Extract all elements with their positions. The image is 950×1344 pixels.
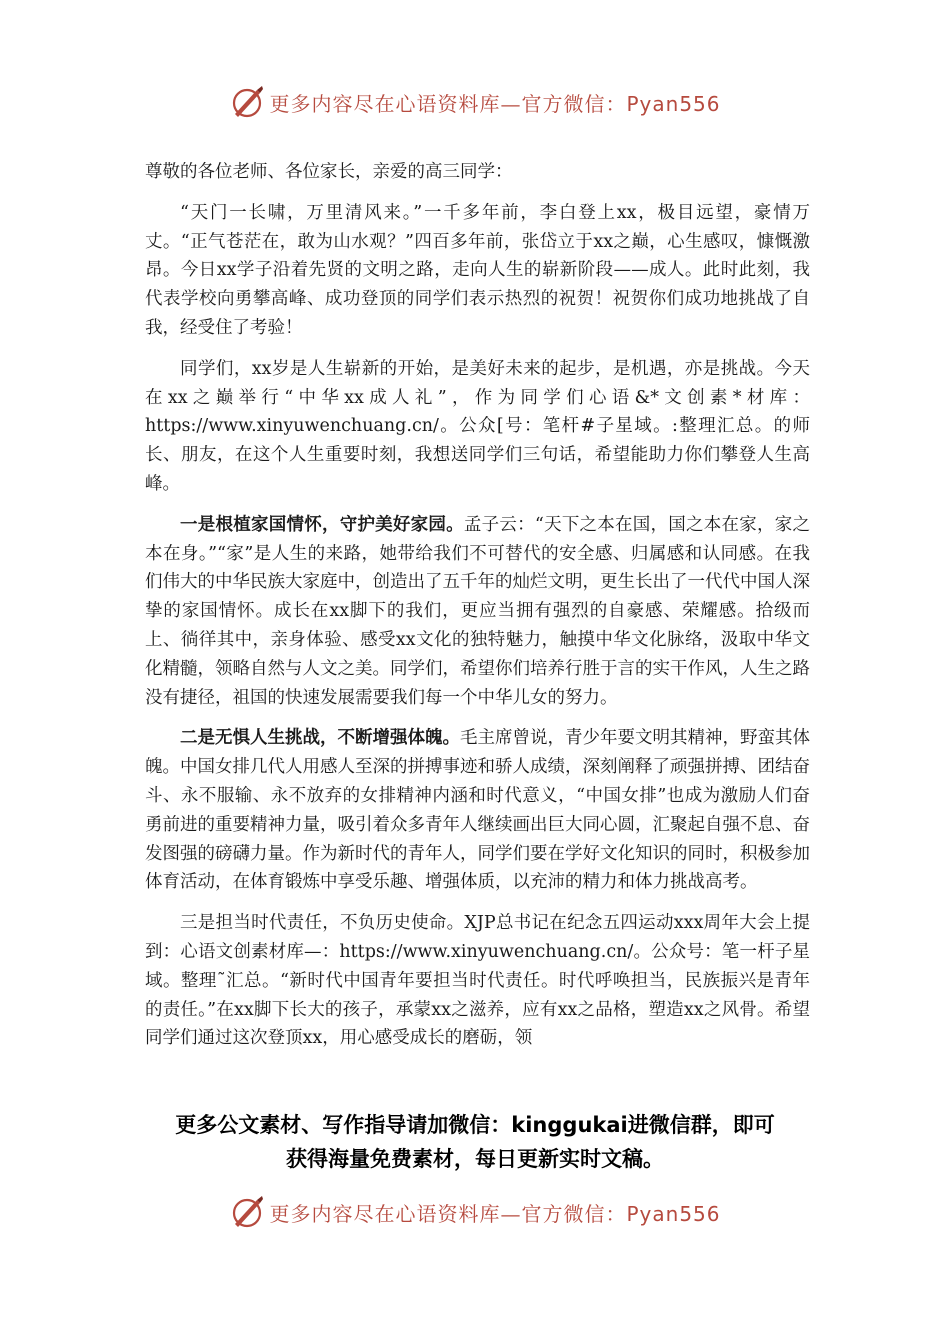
paragraph-1: “天门一长啸，万里清风来。”一千多年前，李白登上xx，极目远望，豪情万丈。“正气苍茫在，敢为山水观？”四百多年前，张岱立于xx之巅，心生感叹，慷慨激昂。今日xx学子沿着先贤的文明之路，走向人生的崭新阶段——成人。此时此刻，我代表学校向勇攀高峰、成功登顶的同学们表示热烈的祝贺！祝贺你们成功地挑战了自我，经受住了考验！ <box>145 202 810 338</box>
salutation: 尊敬的各位老师、各位家长，亲爱的高三同学： <box>145 162 513 182</box>
paragraph-3 <box>145 511 810 713</box>
header-banner <box>0 80 950 124</box>
pen-logo-icon <box>229 1194 265 1230</box>
banner-label: 更多内容尽在心语资料库—官方微信： <box>269 91 627 116</box>
banner-text <box>269 88 720 117</box>
promo-line-2: 获得海量免费素材，每日更新实时文稿。 <box>286 1147 664 1171</box>
pen-logo-icon <box>229 84 265 120</box>
promo-notice <box>100 1108 850 1176</box>
promo-line-1: 更多公文素材、写作指导请加微信：kinggukai进微信群，即可 <box>175 1113 775 1137</box>
banner-wechat-id: Pyan556 <box>626 91 721 116</box>
banner-label: 更多内容尽在心语资料库—官方微信： <box>269 1201 627 1226</box>
paragraph-2: 同学们，xx岁是人生崭新的开始，是美好未来的起步，是机遇，亦是挑战。今天在xx之巅举行“中华xx成人礼”，作为同学们心语&*文创素*材库：https://www.xinyuwenchuang.cn/。公众[号：笔杆#子星域。:整理汇总。的师长、朋友，在这个人生重要时刻，我想送同学们三句话，希望能助力你们攀登人生高峰。 <box>145 358 810 494</box>
paragraph-5: 三是担当时代责任，不负历史使命。XJP总书记在纪念五四运动xxx周年大会上提到：心语文创素材库—：https://www.xinyuwenchuang.cn/。公众号：笔一杆子星域。整理˜汇总。“新时代中国青年要担当时代责任。时代呼唤担当，民族振兴是青年的责任。”在xx脚下长大的孩子，承蒙xx之滋养，应有xx之品格，塑造xx之风骨。希望同学们通过这次登顶xx，用心感受成长的磨砺，领 <box>145 913 810 1049</box>
paragraph-4-text: 毛主席曾说，青少年要文明其精神，野蛮其体魄。中国女排几代人用感人至深的拼搏事迹和骄人成绩，深刻阐释了顽强拼搏、团结奋斗、永不服输、永不放弃的女排精神内涵和时代意义，“中国女排”也成为激励人们奋勇前进的重要精神力量，吸引着众多青年人继续画出巨大同心圆，汇聚起自强不息、奋发图强的磅礴力量。作为新时代的青年人，同学们要在学好文化知识的同时，积极参加体育活动，在体育锻炼中享受乐趣、增强体质，以充沛的精力和体力挑战高考。 <box>145 728 810 893</box>
paragraph-3-heading: 一是根植家国情怀，守护美好家园。 <box>180 514 464 535</box>
banner-text <box>269 1198 720 1227</box>
paragraph-4 <box>145 724 810 897</box>
banner-wechat-id: Pyan556 <box>626 1201 721 1226</box>
footer-banner <box>0 1190 950 1234</box>
paragraph-3-text: 孟子云：“天下之本在国，国之本在家，家之本在身。”“家”是人生的来路，她带给我们不可替代的安全感、归属感和认同感。在我们伟大的中华民族大家庭中，创造出了五千年的灿烂文明，更生长出了一代代中国人深挚的家国情怀。成长在xx脚下的我们，更应当拥有强烈的自豪感、荣耀感。拾级而上、徜徉其中，亲身体验、感受xx文化的独特魅力，触摸中华文化脉络，汲取中华文化精髓，领略自然与人文之美。同学们，希望你们培养行胜于言的实干作风，人生之路没有捷径，祖国的快速发展需要我们每一个中华儿女的努力。 <box>145 514 810 708</box>
document-body <box>145 158 810 1065</box>
paragraph-4-heading: 二是无惧人生挑战，不断增强体魄。 <box>180 728 460 749</box>
